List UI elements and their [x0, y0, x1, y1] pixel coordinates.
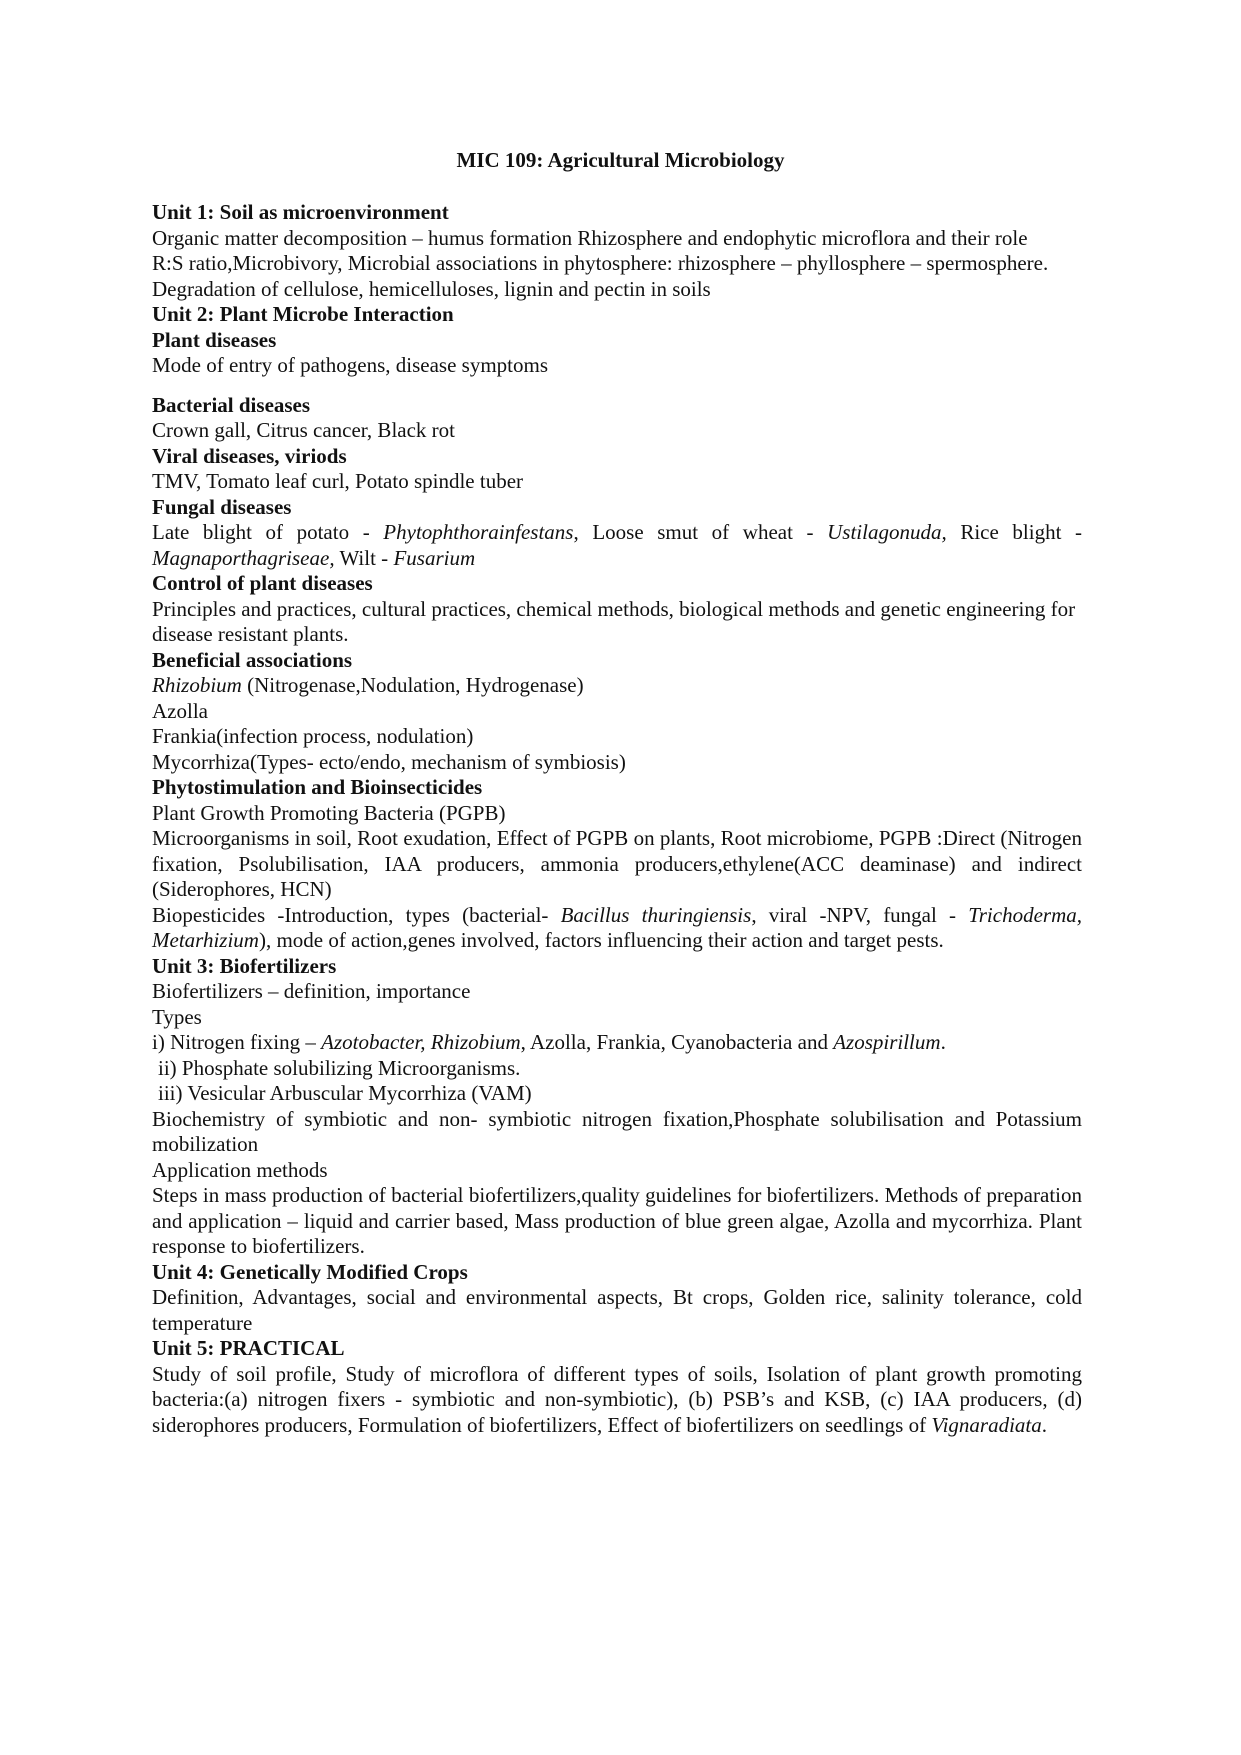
plant-diseases-text: Mode of entry of pathogens, disease symptoms	[152, 353, 549, 377]
syllabus-body	[152, 200, 1082, 1438]
page-title: MIC 109: Agricultural Microbiology	[456, 148, 785, 172]
control-text: Principles and practices, cultural practices, chemical methods, biological methods and genetic engineering for disease resistant plants.	[152, 596, 1076, 646]
biochemistry-paragraph: Biochemistry of symbiotic and non- symbiotic nitrogen fixation,Phosphate solubilisation and Potassium mobilization	[152, 1106, 1082, 1156]
mass-production-paragraph: Steps in mass production of bacterial biofertilizers,quality guidelines for biofertilizers. Methods of preparation and application – liquid and carrier based, Mass production of blue green algae, Azolla and mycorrhiza. Plant response to biofertilizers.	[152, 1183, 1082, 1258]
rhizobium-line: Rhizobium (Nitrogenase,Nodulation, Hydrogenase)	[152, 673, 584, 697]
unit5-text: Study of soil profile, Study of microflora of different types of soils, Isolation of plant growth promoting bacteria:(a) nitrogen fixers - symbiotic and non-symbiotic), (b) PSB’s and KSB, (c) IAA producers, (d) siderophores producers, Formulation of biofertilizers, Effect of biofertilizers on seedlings of Vignaradiata.	[152, 1361, 1082, 1437]
nitrogen-fixing-line: i) Nitrogen fixing – Azotobacter, Rhizobium, Azolla, Frankia, Cyanobacteria and Azospirillum.	[152, 1030, 946, 1054]
unit1-paragraph-1: Organic matter decomposition – humus formation Rhizosphere and endophytic microflora and their role	[152, 225, 1028, 250]
frankia-line: Frankia(infection process, nodulation)	[152, 724, 474, 748]
viral-diseases-heading: Viral diseases, viriods	[152, 443, 347, 468]
unit1-paragraph-3: Degradation of cellulose, hemicelluloses, lignin and pectin in soils	[152, 276, 711, 301]
azolla-line: Azolla	[152, 698, 208, 723]
unit1-heading: Unit 1: Soil as microenvironment	[152, 200, 449, 224]
phytostimulation-heading: Phytostimulation and Bioinsecticides	[152, 775, 483, 799]
phosphate-line: ii) Phosphate solubilizing Microorganisms.	[158, 1055, 521, 1080]
unit2-heading: Unit 2: Plant Microbe Interaction	[152, 302, 454, 326]
plant-diseases-heading: Plant diseases	[152, 327, 277, 352]
microorganisms-paragraph: Microorganisms in soil, Root exudation, Effect of PGPB on plants, Root microbiome, PGPB :Direct (Nitrogen fixation, Psolubilisation, IAA producers, ammonia producers,ethylene(ACC deaminase) and indirect (Siderophores, HCN)	[152, 826, 1082, 901]
biopesticides-paragraph: Biopesticides -Introduction, types (bacterial- Bacillus thuringiensis, viral -NPV, fungal - Trichoderma, Metarhizium), mode of action,genes involved, factors influencing their action and target pests.	[152, 902, 1082, 952]
unit4-heading: Unit 4: Genetically Modified Crops	[152, 1259, 468, 1284]
bacterial-diseases-heading: Bacterial diseases	[152, 392, 311, 417]
vam-line: iii) Vesicular Arbuscular Mycorrhiza (VAM)	[158, 1081, 532, 1105]
mycorrhiza-line: Mycorrhiza(Types- ecto/endo, mechanism of symbiosis)	[152, 749, 626, 774]
unit5-heading: Unit 5: PRACTICAL	[152, 1336, 345, 1360]
application-methods-label: Application methods	[152, 1157, 328, 1182]
pgpb-line: Plant Growth Promoting Bacteria (PGPB)	[152, 800, 506, 825]
beneficial-heading: Beneficial associations	[152, 647, 353, 672]
fungal-diseases-heading: Fungal diseases	[152, 494, 292, 519]
control-heading: Control of plant diseases	[152, 571, 373, 595]
types-label: Types	[152, 1004, 202, 1029]
unit1-paragraph-2: R:S ratio,Microbivory, Microbial associations in phytosphere: rhizosphere – phyllosphere – spermosphere.	[152, 251, 1049, 275]
unit4-text: Definition, Advantages, social and environmental aspects, Bt crops, Golden rice, salinity tolerance, cold temperature	[152, 1285, 1082, 1335]
biofertilizers-definition: Biofertilizers – definition, importance	[152, 979, 471, 1003]
fungal-diseases-text: Late blight of potato - Phytophthorainfestans, Loose smut of wheat - Ustilagonuda, Rice blight - Magnaporthagriseae, Wilt - Fusarium	[152, 520, 1082, 570]
viral-diseases-text: TMV, Tomato leaf curl, Potato spindle tuber	[152, 469, 524, 493]
bacterial-diseases-text: Crown gall, Citrus cancer, Black rot	[152, 418, 455, 442]
unit3-heading: Unit 3: Biofertilizers	[152, 953, 337, 978]
